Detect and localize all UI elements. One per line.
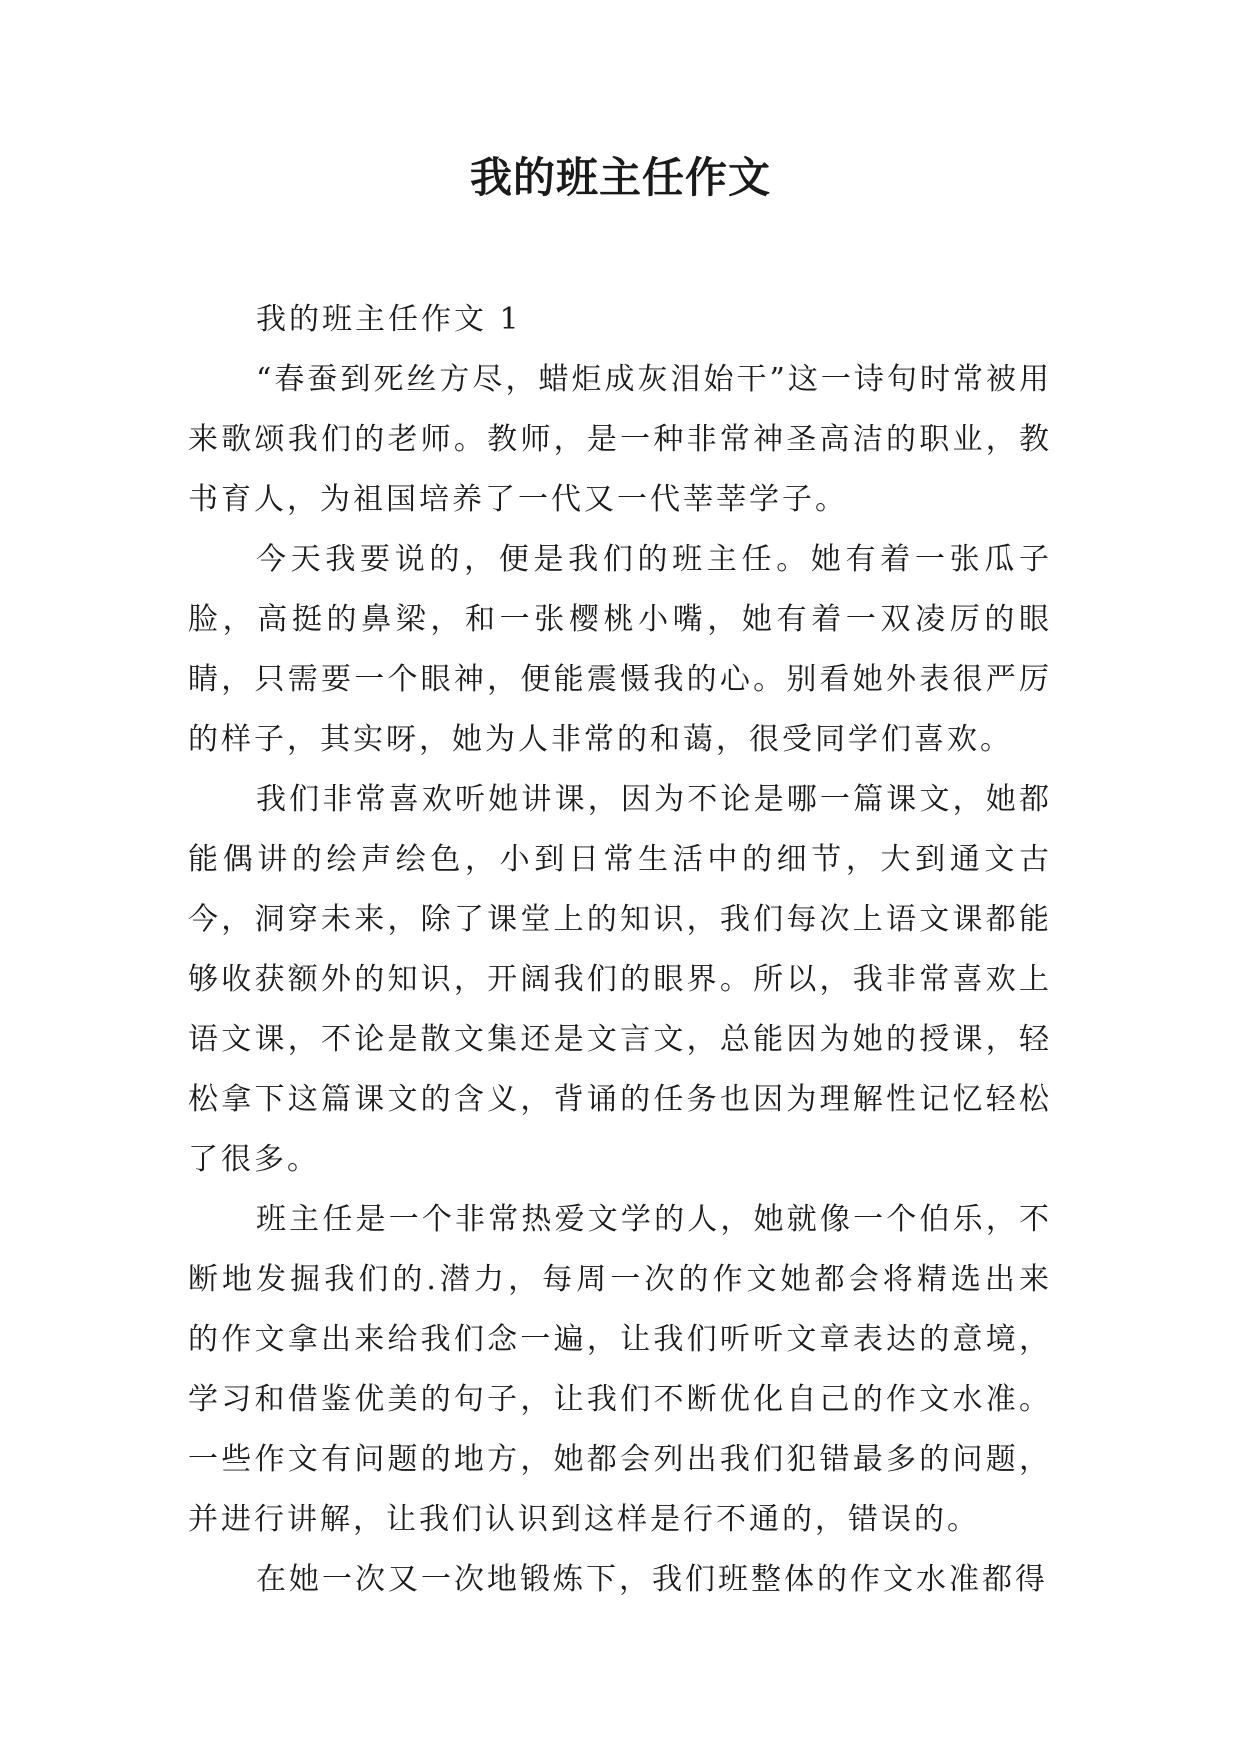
paragraph: 我们非常喜欢听她讲课，因为不论是哪一篇课文，她都能偶讲的绘声绘色，小到日常生活中的细节，大到通文古今，洞穿未来，除了课堂上的知识，我们每次上语文课都能够收获额外的知识，开阔我们的眼界。所以，我非常喜欢上语文课，不论是散文集还是文言文，总能因为她的授课，轻松拿下这篇课文的含义，背诵的任务也因为理解性记忆轻松了很多。 [188,782,1052,1177]
paragraph: “春蚕到死丝方尽，蜡炬成灰泪始干”这一诗句时常被用来歌颂我们的老师。教师，是一种非常神圣高洁的职业，教书育人，为祖国培养了一代又一代莘莘学子。 [188,362,1052,517]
paragraph-heading: 我的班主任作文 1 [256,302,522,337]
document-title: 我的班主任作文 [469,153,771,202]
paragraph: 在她一次又一次地锻炼下，我们班整体的作文水准都得 [256,1562,1048,1597]
paragraph: 今天我要说的，便是我们的班主任。她有着一张瓜子脸，高挺的鼻梁，和一张樱桃小嘴，她有着一双凌厉的眼睛，只需要一个眼神，便能震慑我的心。别看她外表很严厉的样子，其实呀，她为人非常的和蔼，很受同学们喜欢。 [188,542,1052,757]
paragraph: 班主任是一个非常热爱文学的人，她就像一个伯乐，不断地发掘我们的.潜力，每周一次的作文她都会将精选出来的作文拿出来给我们念一遍，让我们听听文章表达的意境，学习和借鉴优美的句子，让我们不断优化自己的作文水准。一些作文有问题的地方，她都会列出我们犯错最多的问题，并进行讲解，让我们认识到这样是行不通的，错误的。 [188,1202,1052,1537]
document-body [188,290,1052,1610]
